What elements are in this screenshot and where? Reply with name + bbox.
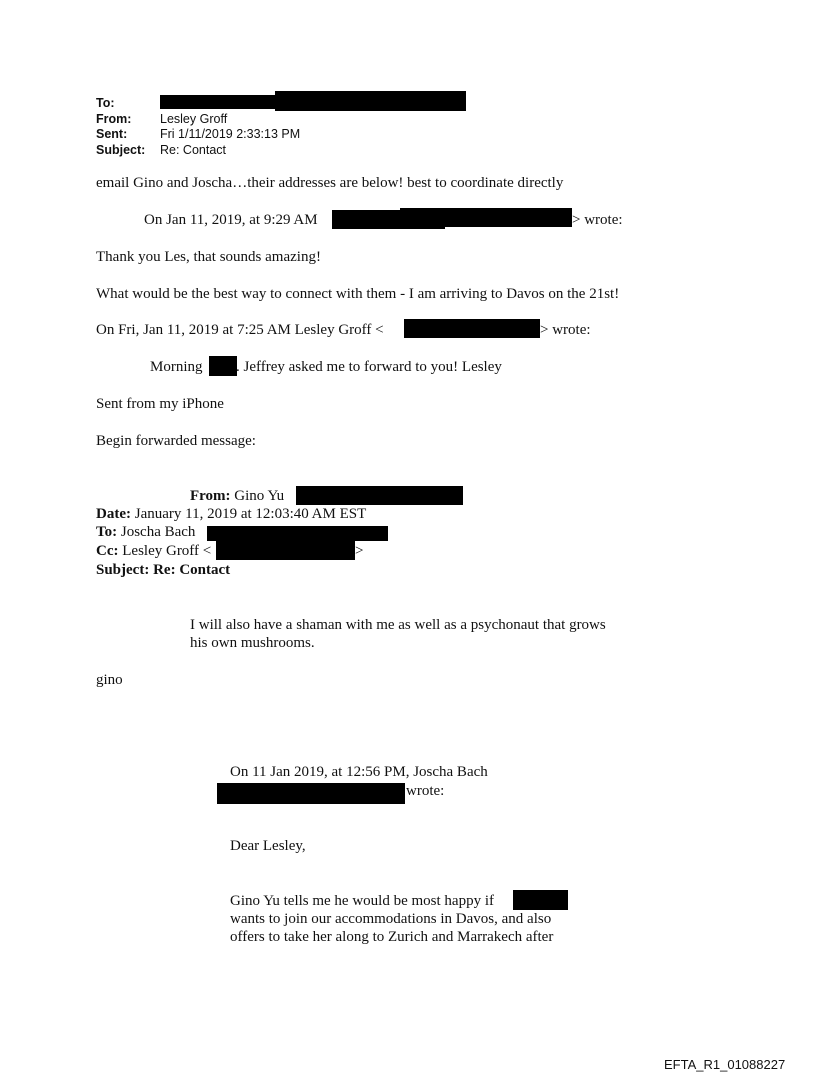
redaction-quote1-2 [400,208,572,227]
fwd-from-row [190,487,284,505]
fwd-from-label: From: [190,488,231,504]
fwd-subject-value: Re: Contact [153,562,231,578]
to-label-text: To: [96,96,115,110]
redaction-quote2 [404,319,540,338]
quote2-suffix: > wrote: [540,322,591,338]
quote2-prefix: On Fri, Jan 11, 2019 at 7:25 AM Lesley Groff < [96,322,384,338]
quote1-prefix: On Jan 11, 2019, at 9:29 AM [144,212,318,228]
body-line-1: email Gino and Joscha…their addresses are below! best to coordinate directly [96,175,564,191]
redaction-nested-email [217,783,405,804]
redaction-to-1 [160,95,275,109]
fwd-cc-label: Cc: [96,543,119,559]
fwd-from-value: Gino Yu [234,488,285,504]
nested-quote-wrote: wrote: [406,783,445,799]
fwd-to-value: Joscha Bach [120,524,196,540]
fwd-date-value: January 11, 2019 at 12:03:40 AM EST [134,506,367,522]
fwd-date-row [96,505,366,523]
sent-row [96,127,127,142]
nested-quote-line-1: On 11 Jan 2019, at 12:56 PM, Joscha Bach [230,764,488,780]
fwd-subject-label: Subject: [96,562,150,578]
from-label: From: [96,112,132,126]
nested-para-line-3: offers to take her along to Zurich and Marrakech after [230,929,554,945]
from-value: Lesley Groff [160,112,228,126]
body-line-3: What would be the best way to connect with them - I am arriving to Davos on the 21st! [96,286,620,302]
sent-label: Sent: [96,127,128,141]
begin-forwarded: Begin forwarded message: [96,433,256,449]
subject-row [96,143,145,158]
sent-from: Sent from my iPhone [96,396,224,412]
nested-para-line-1: Gino Yu tells me he would be most happy if [230,893,494,909]
redaction-morning [209,356,237,376]
redaction-to-2 [275,91,466,111]
redaction-fwd-to [207,526,388,541]
fwd-to-label: To: [96,524,118,540]
subject-value: Re: Contact [160,143,227,157]
bates-number: EFTA_R1_01088227 [664,1057,786,1072]
nested-para-line-2: wants to join our accommodations in Davos, and also [230,911,552,927]
morning-prefix: Morning [150,359,203,375]
fwd-date-label: Date: [96,506,131,522]
morning-suffix: . Jeffrey asked me to forward to you! Lesley [236,359,502,375]
body-line-2: Thank you Les, that sounds amazing! [96,249,321,265]
redaction-fwd-cc [216,541,355,560]
fwd-message-line-1: I will also have a shaman with me as well as a psychonaut that grows [190,617,606,633]
fwd-cc-value: Lesley Groff < [122,543,212,559]
redaction-fwd-from [296,486,463,505]
quote1-suffix: > wrote: [572,212,623,228]
nested-salutation: Dear Lesley, [230,838,306,854]
fwd-cc-suffix: > [355,543,364,559]
fwd-subject-row [96,561,230,579]
fwd-to-row [96,523,195,541]
to-label [96,96,115,111]
subject-label: Subject: [96,143,146,157]
redaction-nested-name [513,890,568,910]
fwd-cc-row [96,542,211,560]
fwd-message-line-2: his own mushrooms. [190,635,315,651]
from-row [96,112,131,127]
fwd-signoff: gino [96,672,123,688]
sent-value: Fri 1/11/2019 2:33:13 PM [160,127,301,141]
